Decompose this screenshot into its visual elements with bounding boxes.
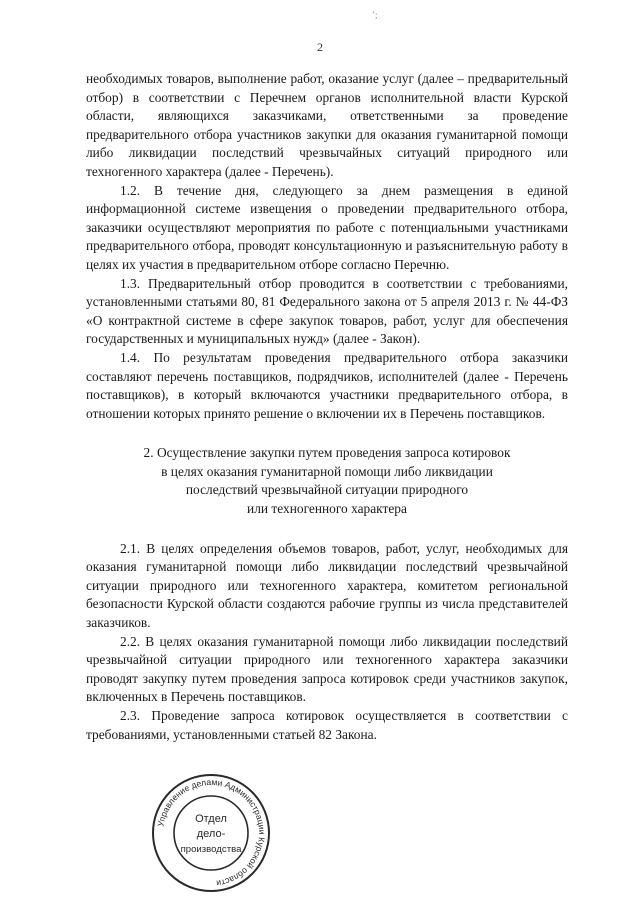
paragraph-1-3: 1.3. Предварительный отбор проводится в соответствии с требованиями, установленными статьями 80, 81 Федерального закона от 5 апреля 2013 г. № 44-ФЗ «О контрактной системе в сфере закупок товаров, работ, услуг для обеспечения государственных и муниципальных нужд» (далее - Закон). — [86, 275, 568, 347]
paragraph-2-3: 2.3. Проведение запроса котировок осуществляется в соответствии с требованиями, установленными статьей 82 Закона. — [86, 708, 568, 742]
stamp-inner-line-2: дело- — [196, 828, 226, 840]
paragraph-2-2: 2.2. В целях оказания гуманитарной помощи либо ликвидации последствий чрезвычайной ситуации природного или техногенного характера заказчики проводят закупку путем проведения запроса котировок среди участников закупок, включенных в Перечень поставщиков. — [86, 633, 568, 705]
section-2-heading — [86, 444, 568, 518]
section-heading-line: или техногенного характера — [247, 501, 407, 517]
section-heading-line: последствий чрезвычайной ситуации природного — [185, 482, 469, 498]
paragraph-1-2: 1.2. В течение дня, следующего за днем размещения в единой информационной системе извещения о проведении предварительного отбора, заказчики осуществляют мероприятия по работе с потенциальными участниками предварительного отбора, проводят консультационную и разъяснительную работу в целях их участия в предварительном отборе согласно Перечню. — [86, 182, 568, 272]
section-heading-line: в целях оказания гуманитарной помощи либо ликвидации — [161, 463, 493, 479]
scan-artifact: ’; — [372, 10, 378, 20]
section-heading-line: 2. Осуществление закупки путем проведения запроса котировок — [143, 445, 511, 461]
paragraph-continuation: необходимых товаров, выполнение работ, оказание услуг (далее – предварительный отбор) в соответствии с Перечнем органов исполнительной власти Курской области, являющихся заказчиками, ответственными за проведение предварительного отбора участников закупки для оказания гуманитарной помощи либо ликвидации последствий чрезвычайных ситуаций природного или техногенного характера (далее - Перечень). — [86, 71, 568, 179]
document-body — [86, 70, 568, 744]
stamp-inner-line-3: производства — [180, 844, 242, 855]
office-stamp — [150, 772, 272, 894]
paragraph-1-4: 1.4. По результатам проведения предварительного отбора заказчики составляют перечень поставщиков, подрядчиков, исполнителей (далее - Перечень поставщиков), в который включаются участники предварительного отбора, в отношении которых принято решение о включении их в Перечень поставщиков. — [86, 349, 568, 421]
stamp-inner-line-1: Отдел — [195, 813, 227, 825]
page-number: 2 — [317, 40, 323, 54]
paragraph-2-1: 2.1. В целях определения объемов товаров, работ, услуг, необходимых для оказания гуманитарной помощи либо ликвидации последствий чрезвычайной ситуации природного или техногенного характера, комитетом региональной безопасности Курской области создаются рабочие группы из числа представителей заказчиков. — [86, 540, 568, 631]
stamp-outer-text-path: Управление делами Администрации Курской области — [155, 776, 268, 889]
